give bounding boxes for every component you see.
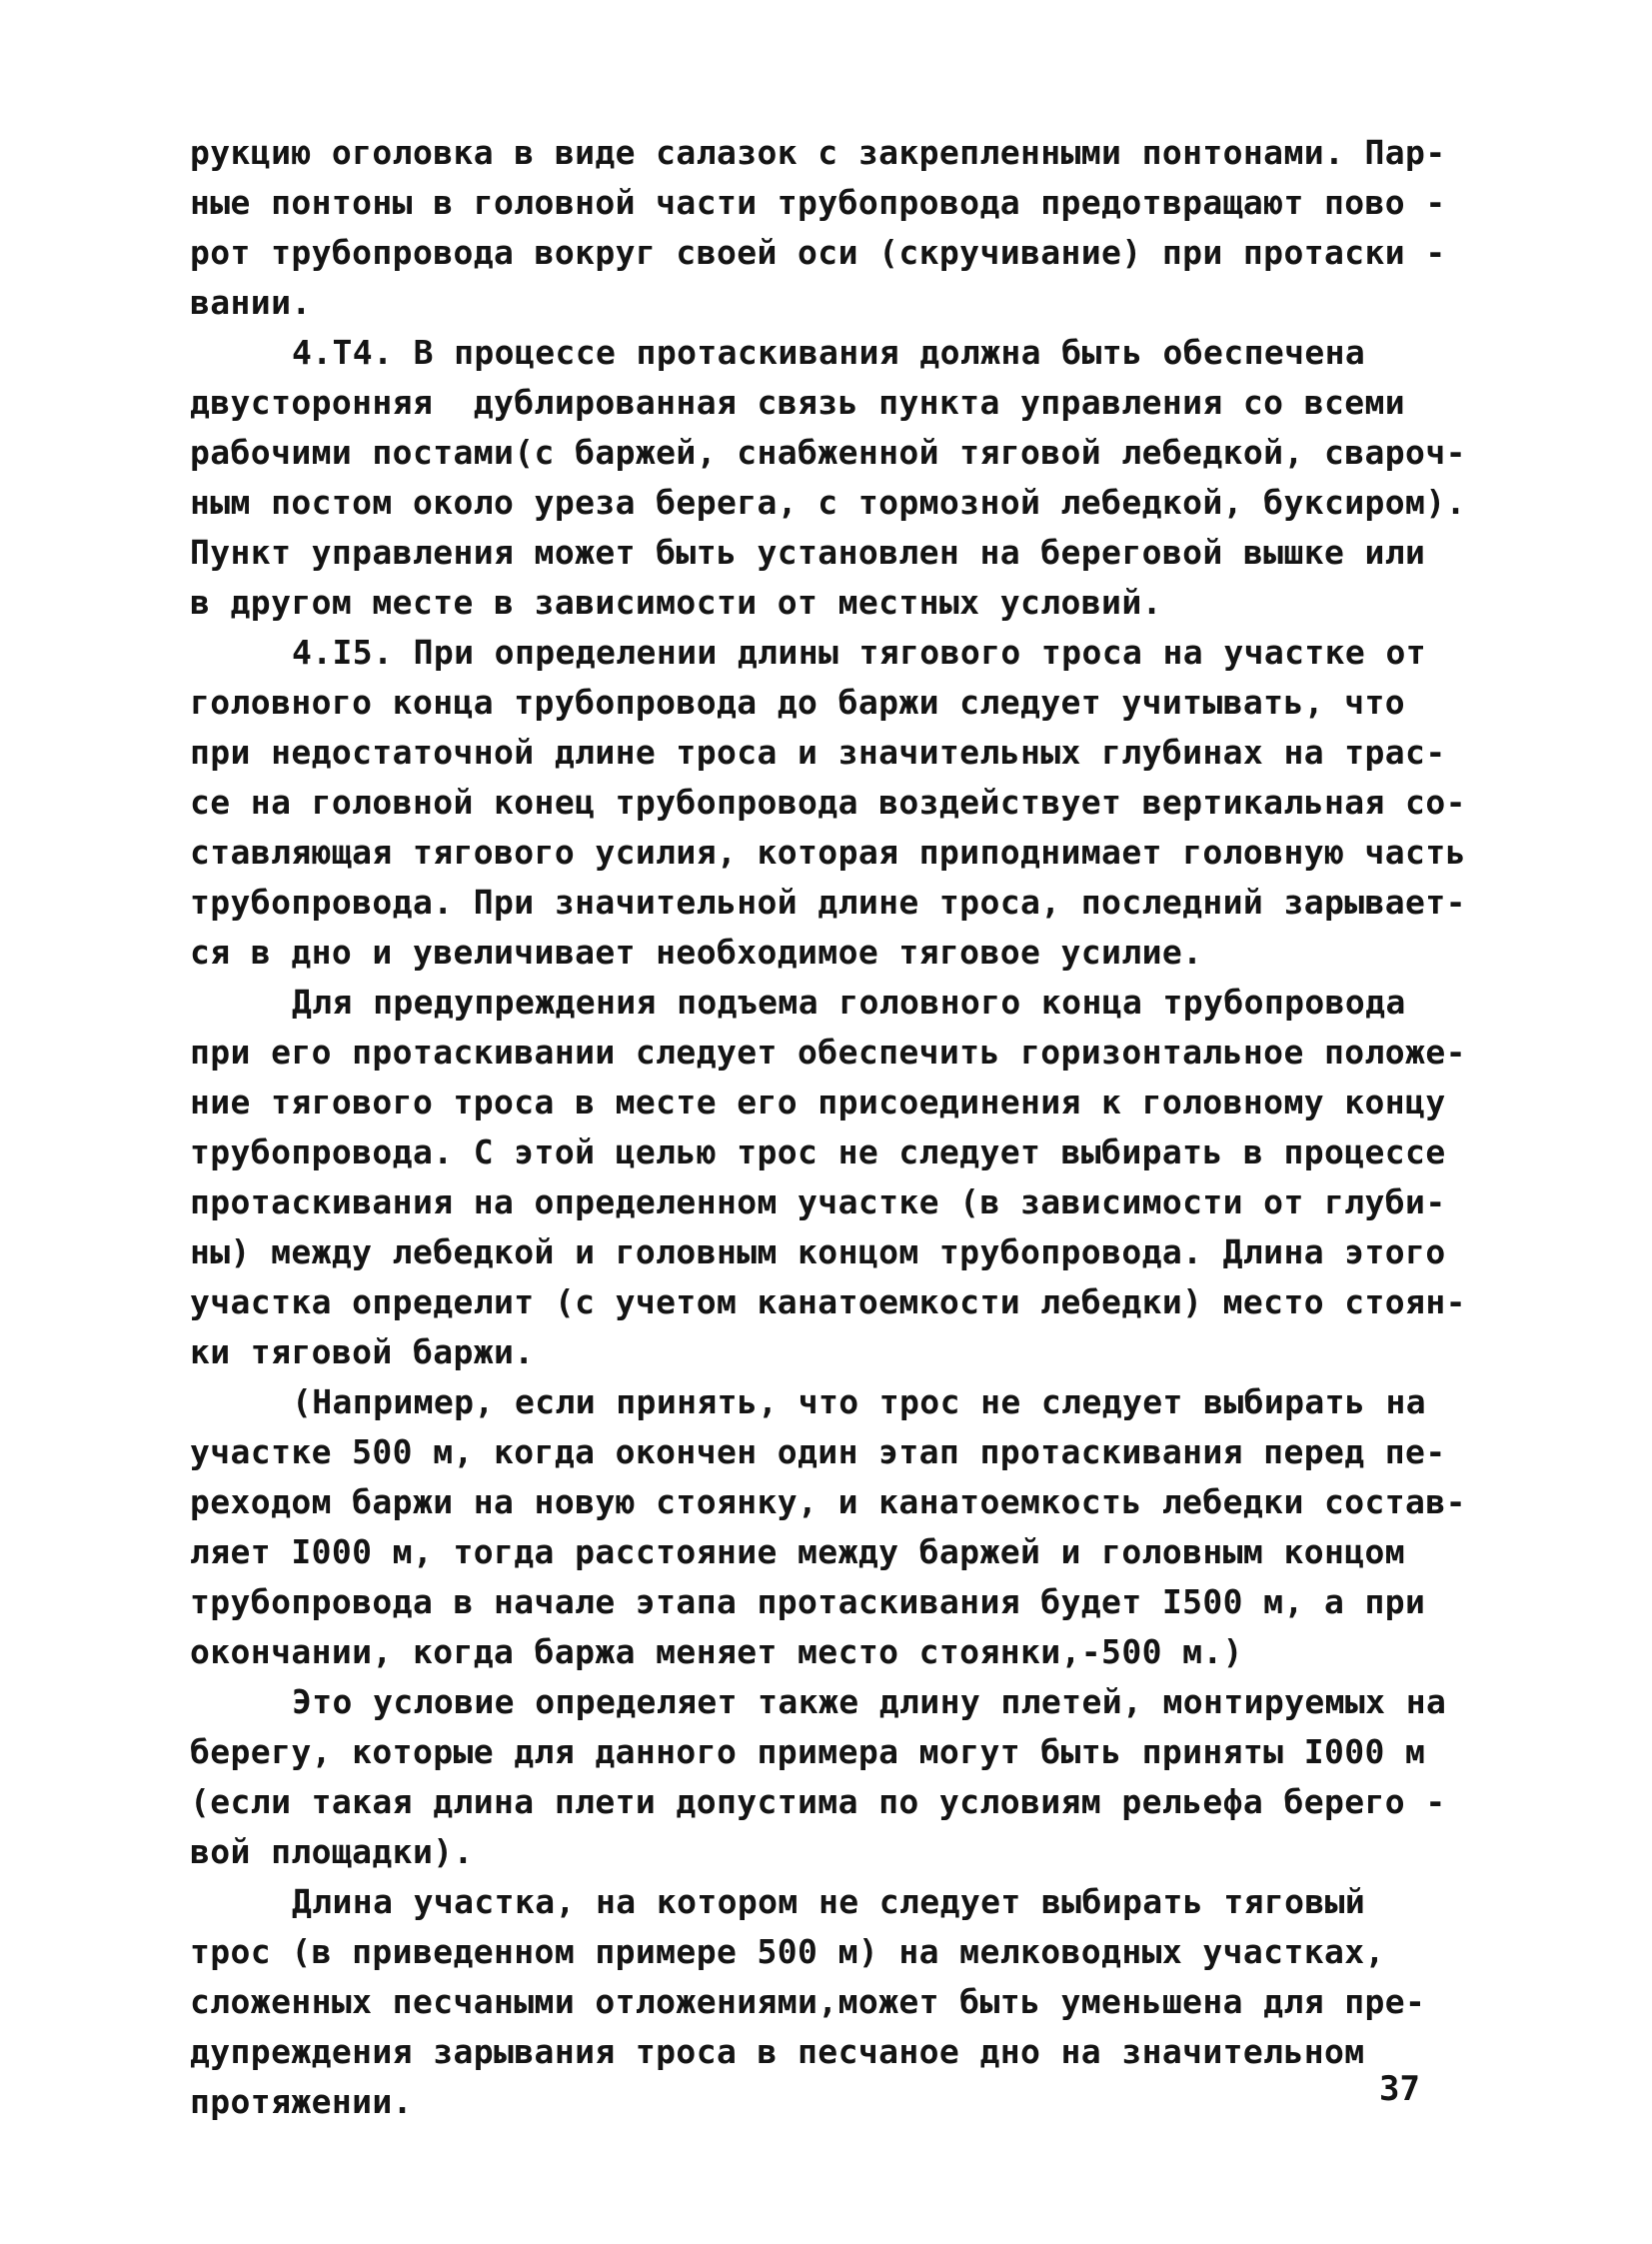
text-line: ся в дно и увеличивает необходимое тяговое усилие. bbox=[190, 933, 1203, 972]
text-line: вании. bbox=[190, 283, 312, 322]
text-line: протяжении. bbox=[190, 2082, 413, 2121]
text-line: рабочими постами(с баржей, снабженной тяговой лебедкой, свароч- bbox=[190, 433, 1466, 472]
text-line: при недостаточной длине троса и значительных глубинах на трас- bbox=[190, 733, 1446, 772]
text-line: се на головной конец трубопровода воздействует вертикальная со- bbox=[190, 783, 1466, 822]
text-line: Пункт управления может быть установлен на береговой вышке или bbox=[190, 533, 1426, 572]
text-line: окончании, когда баржа меняет место стоянки,-500 м.) bbox=[190, 1632, 1243, 1671]
text-line: ние тягового троса в месте его присоединения к головному концу bbox=[190, 1083, 1446, 1122]
text-line: ные понтоны в головной части трубопровода предотвращают пово - bbox=[190, 183, 1446, 222]
text-line: ным постом около уреза берега, с тормозной лебедкой, буксиром). bbox=[190, 483, 1466, 522]
text-line: участке 500 м, когда окончен один этап протаскивания перед пе- bbox=[190, 1432, 1446, 1471]
text-line: ставляющая тягового усилия, которая приподнимает головную часть bbox=[190, 833, 1466, 872]
text-line: при его протаскивании следует обеспечить горизонтальное положе- bbox=[190, 1033, 1466, 1072]
text-line: рот трубопровода вокруг своей оси (скручивание) при протаски - bbox=[190, 233, 1446, 272]
text-line: участка определит (с учетом канатоемкости лебедки) место стоян- bbox=[190, 1282, 1466, 1321]
text-line: 4.Т4. В процессе протаскивания должна быть обеспечена bbox=[292, 333, 1366, 372]
text-line: двусторонняя дублированная связь пункта управления со всеми bbox=[190, 383, 1406, 422]
text-line: рукцию оголовка в виде салазок с закрепленными понтонами. Пар- bbox=[190, 133, 1446, 172]
page-number: 37 bbox=[1379, 2069, 1420, 2109]
text-line: трубопровода. С этой целью трос не следует выбирать в процессе bbox=[190, 1132, 1446, 1171]
text-line: протаскивания на определенном участке (в зависимости от глуби- bbox=[190, 1182, 1446, 1221]
text-line: Это условие определяет также длину плетей, монтируемых на bbox=[292, 1682, 1447, 1721]
text-line: Для предупреждения подъема головного конца трубопровода bbox=[292, 983, 1406, 1022]
text-line: головного конца трубопровода до баржи следует учитывать, что bbox=[190, 683, 1406, 722]
text-line: (если такая длина плети допустима по условиям рельефа берего - bbox=[190, 1782, 1446, 1821]
text-line: трубопровода в начале этапа протаскивания будет I500 м, а при bbox=[190, 1582, 1426, 1621]
text-line: Длина участка, на котором не следует выбирать тяговый bbox=[292, 1882, 1366, 1921]
text-line: трубопровода. При значительной длине троса, последний зарывает- bbox=[190, 883, 1466, 922]
text-line: дупреждения зарывания троса в песчаное дно на значительном bbox=[190, 2032, 1365, 2071]
text-line: ки тяговой баржи. bbox=[190, 1332, 535, 1371]
text-line: трос (в приведенном примере 500 м) на мелководных участках, bbox=[190, 1932, 1385, 1971]
text-line: берегу, которые для данного примера могут быть приняты I000 м bbox=[190, 1732, 1426, 1771]
text-line: сложенных песчаными отложениями,может быть уменьшена для пре- bbox=[190, 1982, 1426, 2021]
text-line: в другом месте в зависимости от местных условий. bbox=[190, 583, 1162, 622]
text-line: реходом баржи на новую стоянку, и канатоемкость лебедки состав- bbox=[190, 1482, 1466, 1521]
text-line: ляет I000 м, тогда расстояние между баржей и головным концом bbox=[190, 1532, 1406, 1571]
text-line: вой площадки). bbox=[190, 1832, 474, 1871]
text-line: 4.I5. При определении длины тягового троса на участке от bbox=[292, 633, 1426, 672]
text-line: (Например, если принять, что трос не следует выбирать на bbox=[292, 1382, 1426, 1421]
text-line: ны) между лебедкой и головным концом трубопровода. Длина этого bbox=[190, 1232, 1446, 1271]
